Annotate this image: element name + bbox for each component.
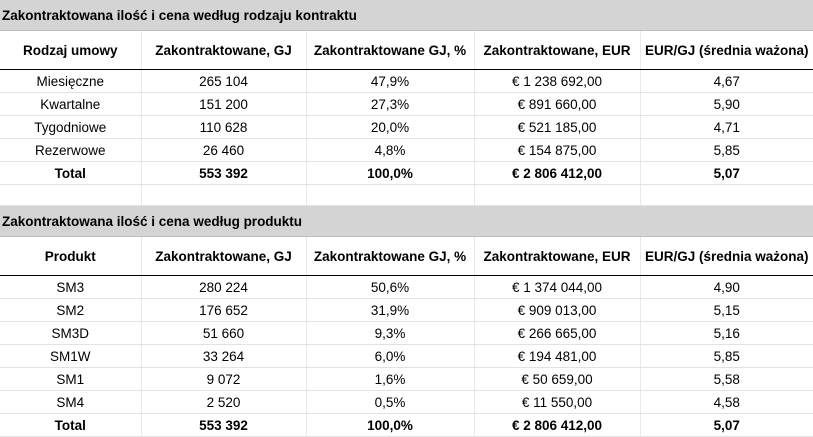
table-cell[interactable]: 27,3% xyxy=(306,93,474,116)
section-title-row xyxy=(0,206,813,237)
table-cell[interactable]: SM3 xyxy=(0,276,141,299)
table-cell[interactable]: 4,71 xyxy=(640,116,813,139)
table-row xyxy=(0,368,813,391)
table-cell[interactable]: SM3D xyxy=(0,322,141,345)
table-row xyxy=(0,139,813,162)
table-cell[interactable]: 4,8% xyxy=(306,139,474,162)
total-cell[interactable]: 5,07 xyxy=(640,414,813,437)
table-cell[interactable]: 0,5% xyxy=(306,391,474,414)
total-row xyxy=(0,414,813,437)
table-row xyxy=(0,116,813,139)
total-cell[interactable]: 5,07 xyxy=(640,162,813,185)
table-cell[interactable]: 47,9% xyxy=(306,70,474,93)
table-cell[interactable]: 9 072 xyxy=(141,368,306,391)
section-title-row xyxy=(0,0,813,31)
table-cell[interactable]: 2 520 xyxy=(141,391,306,414)
table-row xyxy=(0,322,813,345)
table-cell[interactable]: € 1 238 692,00 xyxy=(474,70,640,93)
empty-cell[interactable] xyxy=(0,185,141,206)
table-cell[interactable]: 151 200 xyxy=(141,93,306,116)
table-cell[interactable]: € 891 660,00 xyxy=(474,93,640,116)
table-cell[interactable]: 26 460 xyxy=(141,139,306,162)
total-cell[interactable]: 553 392 xyxy=(141,414,306,437)
empty-cell[interactable] xyxy=(141,185,306,206)
total-cell[interactable]: 553 392 xyxy=(141,162,306,185)
table-row xyxy=(0,299,813,322)
column-header: Zakontraktowane, EUR xyxy=(474,31,640,70)
table-cell[interactable]: SM1 xyxy=(0,368,141,391)
table-cell[interactable]: 5,85 xyxy=(640,345,813,368)
table-cell[interactable]: 4,58 xyxy=(640,391,813,414)
table-cell[interactable]: € 1 374 044,00 xyxy=(474,276,640,299)
table-cell[interactable]: 5,15 xyxy=(640,299,813,322)
column-header: Zakontraktowane, GJ xyxy=(141,31,306,70)
table-cell[interactable]: SM4 xyxy=(0,391,141,414)
total-cell[interactable]: 100,0% xyxy=(306,162,474,185)
column-header: Zakontraktowane, GJ xyxy=(141,237,306,276)
table-row xyxy=(0,70,813,93)
column-header: Produkt xyxy=(0,237,141,276)
table-cell[interactable]: 176 652 xyxy=(141,299,306,322)
section2-title: Zakontraktowana ilość i cena według produktu xyxy=(0,206,813,237)
table-cell[interactable]: 50,6% xyxy=(306,276,474,299)
table-cell[interactable]: 31,9% xyxy=(306,299,474,322)
table-cell[interactable]: € 154 875,00 xyxy=(474,139,640,162)
table-row xyxy=(0,391,813,414)
table-cell[interactable]: 5,85 xyxy=(640,139,813,162)
table-cell[interactable]: SM1W xyxy=(0,345,141,368)
table-row xyxy=(0,276,813,299)
table-cell[interactable]: 5,90 xyxy=(640,93,813,116)
table-cell[interactable]: 280 224 xyxy=(141,276,306,299)
table-cell[interactable]: 110 628 xyxy=(141,116,306,139)
table-cell[interactable]: 51 660 xyxy=(141,322,306,345)
column-header: EUR/GJ (średnia ważona) xyxy=(640,237,813,276)
table-cell[interactable]: Miesięczne xyxy=(0,70,141,93)
column-header: Rodzaj umowy xyxy=(0,31,141,70)
table-row xyxy=(0,345,813,368)
table-cell[interactable]: € 521 185,00 xyxy=(474,116,640,139)
table-cell[interactable]: 5,16 xyxy=(640,322,813,345)
table-cell[interactable]: 6,0% xyxy=(306,345,474,368)
table-cell[interactable]: 20,0% xyxy=(306,116,474,139)
table-cell[interactable]: SM2 xyxy=(0,299,141,322)
total-cell[interactable]: Total xyxy=(0,414,141,437)
table-cell[interactable]: 265 104 xyxy=(141,70,306,93)
column-header: Zakontraktowane GJ, % xyxy=(306,237,474,276)
table-cell[interactable]: € 50 659,00 xyxy=(474,368,640,391)
table-cell[interactable]: € 194 481,00 xyxy=(474,345,640,368)
table-row xyxy=(0,93,813,116)
table-cell[interactable]: € 11 550,00 xyxy=(474,391,640,414)
table-cell[interactable]: 33 264 xyxy=(141,345,306,368)
column-header: EUR/GJ (średnia ważona) xyxy=(640,31,813,70)
total-cell[interactable]: € 2 806 412,00 xyxy=(474,162,640,185)
total-cell[interactable]: 100,0% xyxy=(306,414,474,437)
column-header: Zakontraktowane GJ, % xyxy=(306,31,474,70)
table-cell[interactable]: € 909 013,00 xyxy=(474,299,640,322)
empty-cell[interactable] xyxy=(640,185,813,206)
table-cell[interactable]: Kwartalne xyxy=(0,93,141,116)
table-cell[interactable]: 4,67 xyxy=(640,70,813,93)
table-cell[interactable]: Tygodniowe xyxy=(0,116,141,139)
column-header: Zakontraktowane, EUR xyxy=(474,237,640,276)
table-cell[interactable]: Rezerwowe xyxy=(0,139,141,162)
empty-cell[interactable] xyxy=(474,185,640,206)
table-cell[interactable]: 5,58 xyxy=(640,368,813,391)
empty-cell[interactable] xyxy=(306,185,474,206)
section1-title: Zakontraktowana ilość i cena według rodzaju kontraktu xyxy=(0,0,813,31)
table-cell[interactable]: 9,3% xyxy=(306,322,474,345)
table-cell[interactable]: € 266 665,00 xyxy=(474,322,640,345)
total-row xyxy=(0,162,813,185)
header-row xyxy=(0,31,813,70)
table-cell[interactable]: 1,6% xyxy=(306,368,474,391)
table-cell[interactable]: 4,90 xyxy=(640,276,813,299)
total-cell[interactable]: Total xyxy=(0,162,141,185)
total-cell[interactable]: € 2 806 412,00 xyxy=(474,414,640,437)
header-row xyxy=(0,237,813,276)
empty-row xyxy=(0,185,813,206)
